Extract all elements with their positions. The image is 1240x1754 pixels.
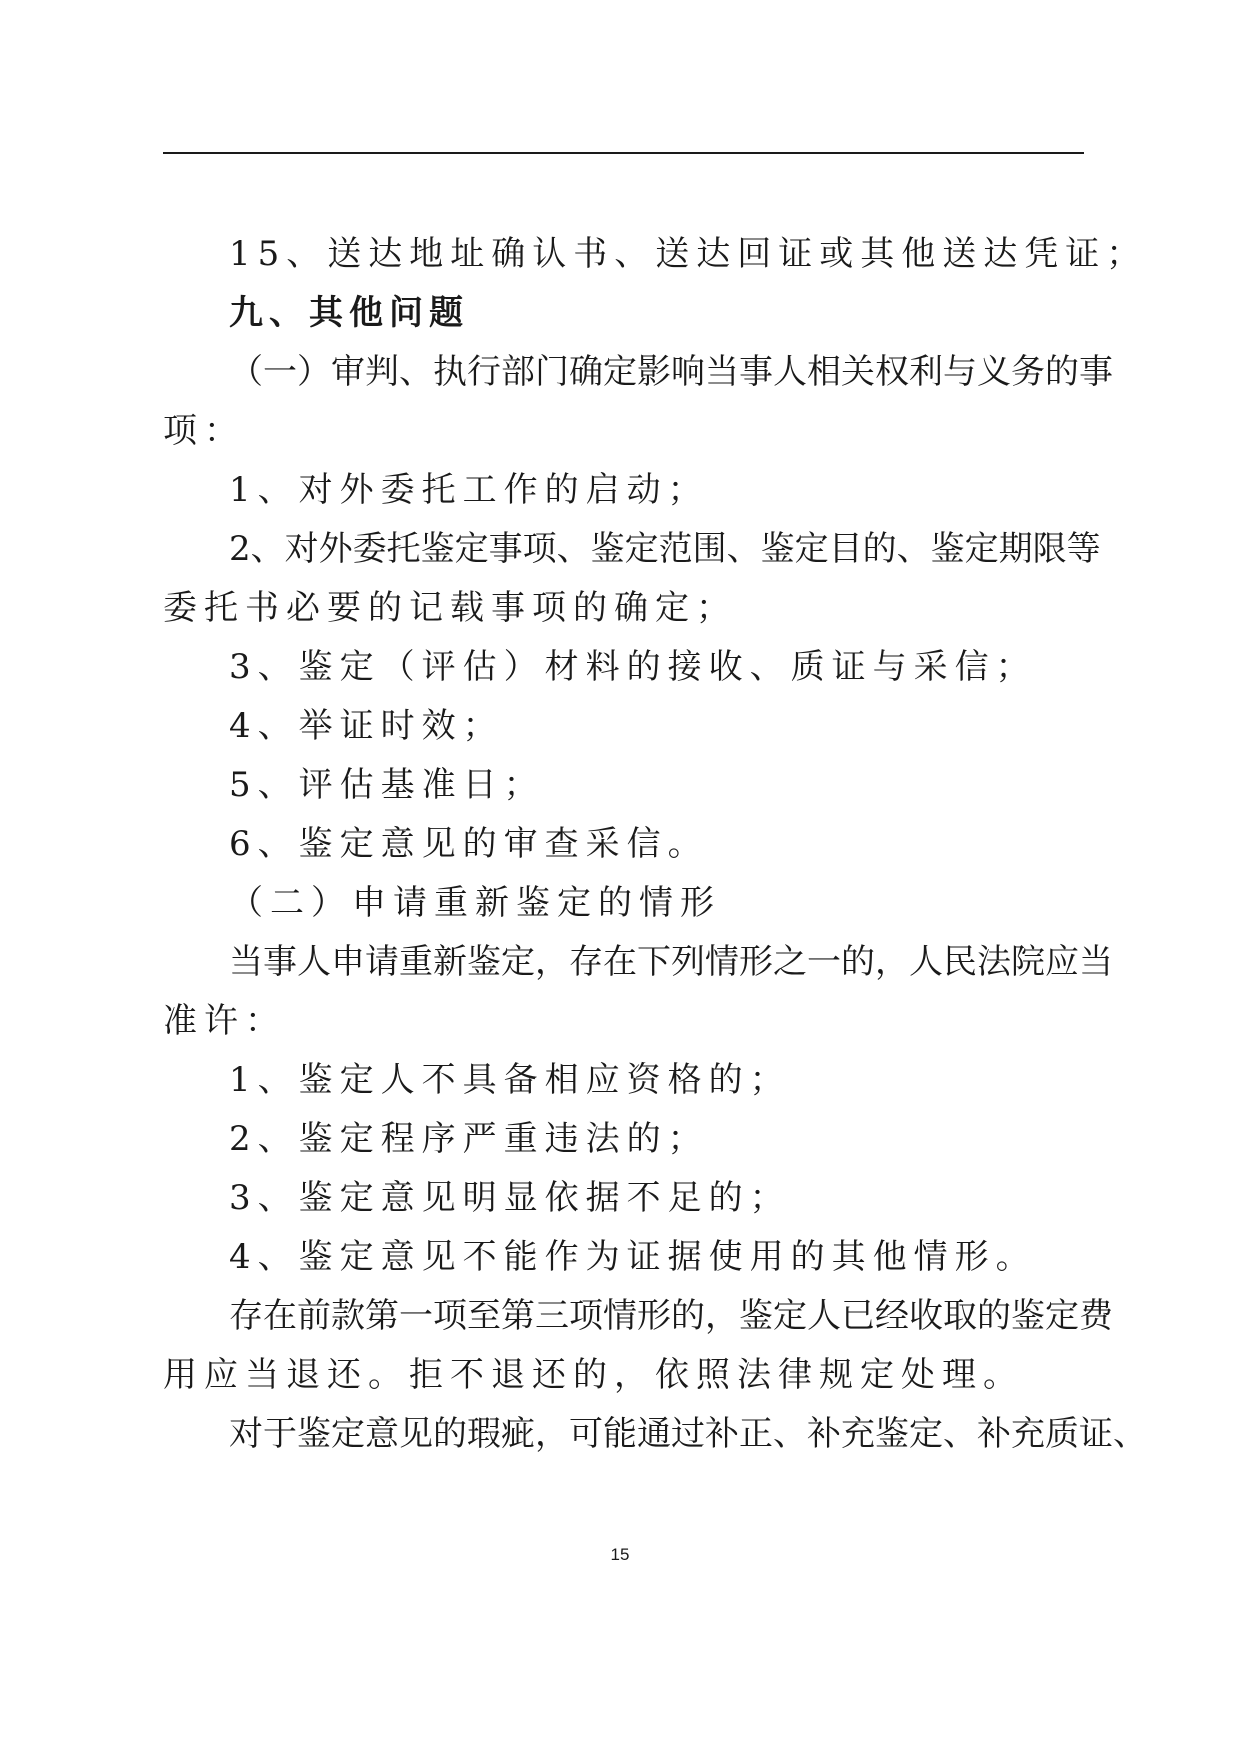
section-heading-other-issues: 九、其他问题 — [229, 293, 469, 333]
list-item-1: 1、对外委托工作的启动； — [229, 470, 709, 510]
list-item-2-cont: 委托书必要的记载事项的确定； — [163, 588, 737, 628]
list-item-3: 3、鉴定（评估）材料的接收、质证与采信； — [229, 647, 1037, 687]
paragraph-reappraisal: 当事人申请重新鉴定，存在下列情形之一的，人民法院应当 — [229, 942, 1113, 982]
paragraph-refund: 存在前款第一项至第三项情形的，鉴定人已经收取的鉴定费 — [229, 1296, 1113, 1336]
list-item-delivery-proof: 15、送达地址确认书、送达回证或其他送达凭证； — [229, 234, 1148, 274]
condition-item-4: 4、鉴定意见不能作为证据使用的其他情形。 — [229, 1237, 1037, 1277]
list-item-6: 6、鉴定意见的审查采信。 — [229, 824, 709, 864]
page-number: 15 — [610, 1545, 630, 1564]
paragraph-refund-cont: 用应当退还。拒不退还的，依照法律规定处理。 — [163, 1355, 1024, 1395]
header-rule — [163, 152, 1084, 154]
paragraph-reappraisal-cont: 准许： — [163, 1001, 286, 1041]
list-item-4: 4、举证时效； — [229, 706, 504, 746]
condition-item-3: 3、鉴定意见明显依据不足的； — [229, 1178, 791, 1218]
condition-item-1: 1、鉴定人不具备相应资格的； — [229, 1060, 791, 1100]
subsection-heading-1-cont: 项： — [163, 411, 245, 451]
subsection-heading-2: （二）申请重新鉴定的情形 — [229, 883, 721, 923]
document-body — [163, 225, 1148, 1464]
list-item-5: 5、评估基准日； — [229, 765, 545, 805]
subsection-heading-1: （一）审判、执行部门确定影响当事人相关权利与义务的事 — [229, 352, 1113, 392]
condition-item-2: 2、鉴定程序严重违法的； — [229, 1119, 709, 1159]
list-item-2: 2、对外委托鉴定事项、鉴定范围、鉴定目的、鉴定期限等 — [229, 529, 1101, 569]
paragraph-defects: 对于鉴定意见的瑕疵，可能通过补正、补充鉴定、补充质证、 — [229, 1414, 1147, 1454]
